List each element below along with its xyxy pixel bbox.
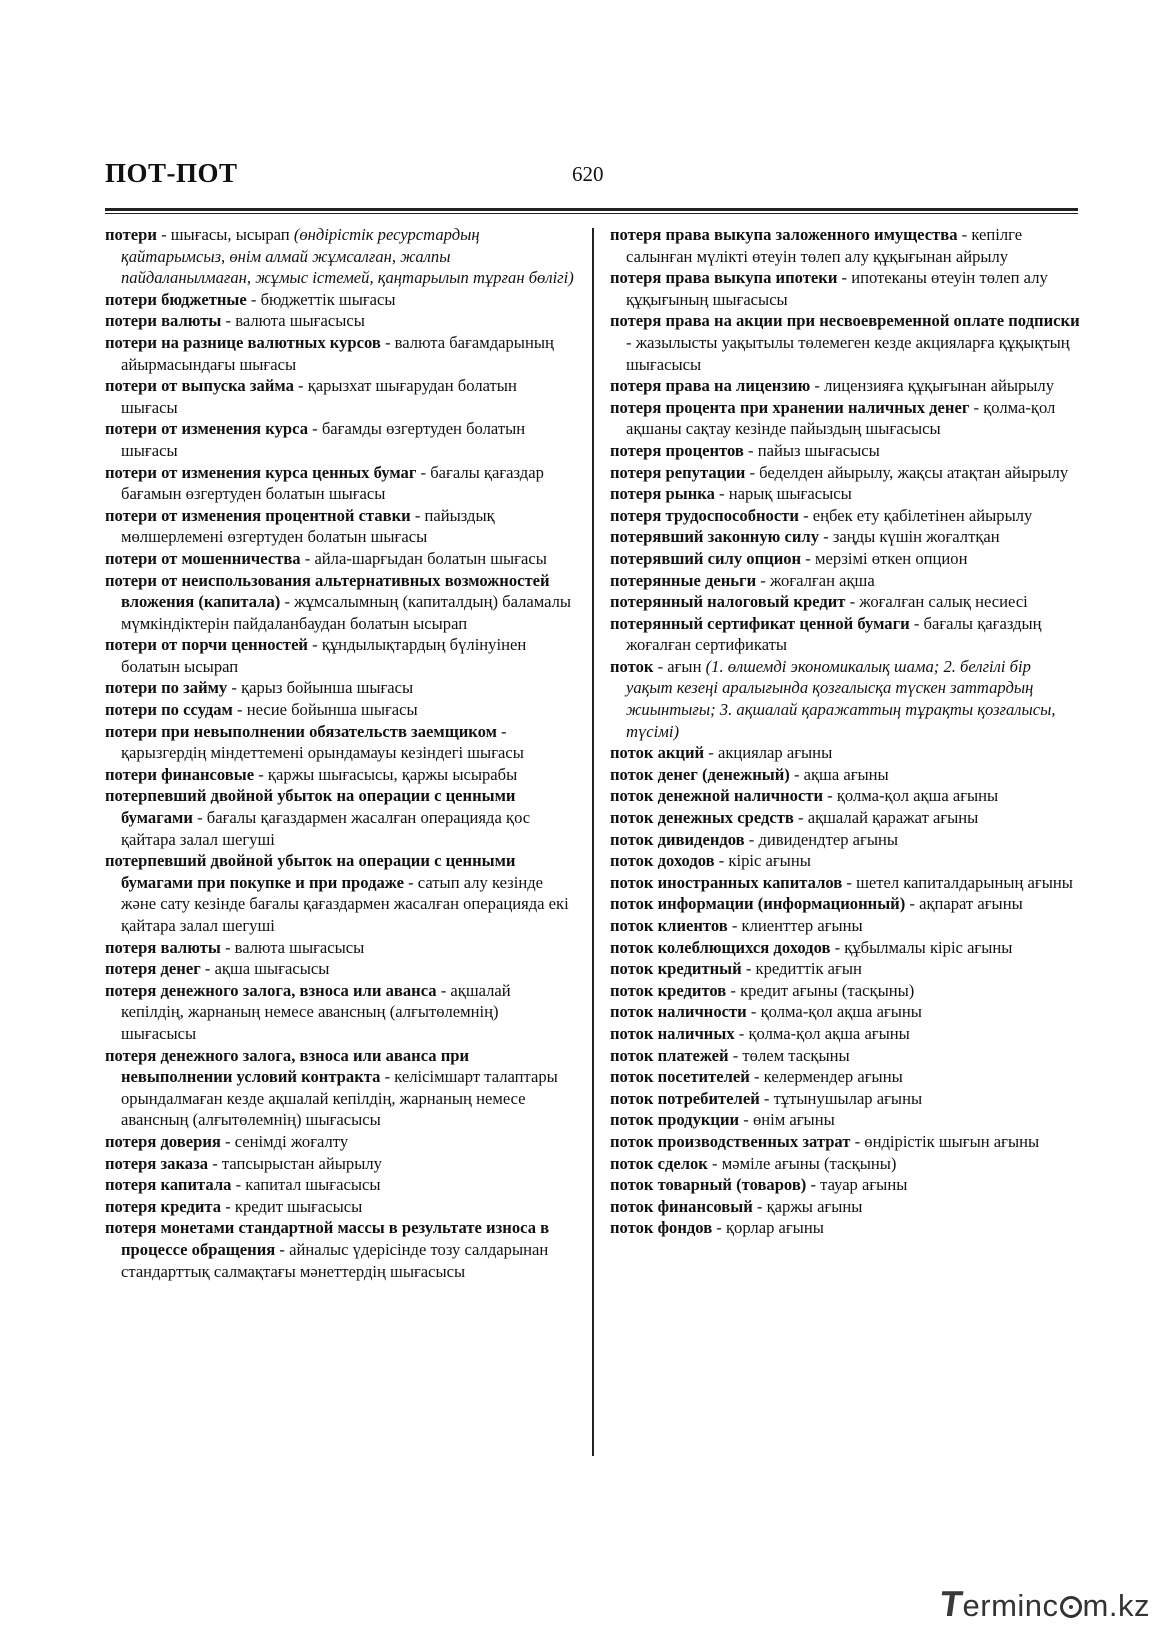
entry-separator: - — [842, 872, 857, 892]
header-rule-thin — [105, 213, 1078, 214]
dictionary-entry — [610, 764, 1080, 786]
entry-separator: - — [830, 937, 845, 957]
entry-separator: - — [308, 635, 322, 655]
entry-definition: кіріс ағыны — [728, 851, 811, 871]
entry-term: потеря денежного залога, взноса или аванса — [105, 980, 437, 1000]
entry-definition: шетел капиталдарының ағыны — [856, 872, 1073, 892]
entry-separator: - — [300, 548, 315, 568]
entry-term: потеря доверия — [105, 1131, 221, 1151]
entry-term: потерянные деньги — [610, 570, 757, 590]
entry-definition: төлем тасқыны — [742, 1045, 850, 1065]
entry-separator: - — [220, 937, 235, 957]
entry-separator: - — [436, 980, 451, 1000]
entry-term: потерянный налоговый кредит — [610, 592, 846, 612]
dictionary-entry — [105, 677, 575, 699]
dictionary-entry — [105, 375, 575, 418]
dictionary-entry — [610, 570, 1080, 592]
entry-term: потеря процента при хранении наличных денег — [610, 397, 970, 417]
dictionary-entry — [105, 310, 575, 332]
dictionary-entry — [610, 1001, 1080, 1023]
entry-separator: - — [823, 786, 837, 806]
entry-definition: кредиттік ағын — [755, 959, 862, 979]
entry-separator: - — [759, 1088, 774, 1108]
entry-separator: - — [653, 656, 668, 676]
entry-term: поток денежной наличности — [610, 786, 824, 806]
dictionary-entry — [610, 1131, 1080, 1153]
dictionary-entry — [610, 224, 1080, 267]
entry-definition: тапсырыстан айырылу — [221, 1153, 382, 1173]
entry-term: потеря валюты — [105, 937, 221, 957]
entry-term: потерянный сертификат ценной бумаги — [610, 613, 910, 633]
entry-term: потери от неиспользования альтернативных возможностей вложения (капитала) — [105, 570, 550, 612]
dictionary-entry — [610, 1217, 1080, 1239]
entry-term: поток продукции — [610, 1110, 740, 1130]
entry-term: поток товарный (товаров) — [610, 1175, 807, 1195]
entry-definition: валюта шығасысы — [234, 937, 365, 957]
entry-separator: - — [752, 1196, 767, 1216]
entry-definition: қолма-қол ақша ағыны — [760, 1002, 922, 1022]
entry-term: потерявший силу опцион — [610, 548, 802, 568]
dictionary-entry — [105, 1131, 575, 1153]
dictionary-entry — [610, 850, 1080, 872]
dictionary-entry — [105, 937, 575, 959]
entry-definition: жоғалған ақша — [769, 570, 875, 590]
entry-term: поток финансовый — [610, 1196, 753, 1216]
entry-term: поток денежных средств — [610, 808, 794, 828]
entry-definition: валюта шығасысы — [235, 311, 365, 331]
dictionary-entry — [105, 570, 575, 635]
watermark-logo: Terminc m.kz — [937, 1583, 1150, 1624]
entry-definition: бюджеттік шығасы — [260, 289, 396, 309]
entry-separator: - — [403, 872, 418, 892]
right-column — [610, 224, 1080, 1239]
dictionary-entry — [610, 397, 1080, 440]
entry-separator: - — [380, 1067, 395, 1087]
entry-definition: акциялар ағыны — [717, 743, 833, 763]
entry-separator: - — [745, 462, 760, 482]
entry-term: потери от мошенничества — [105, 548, 301, 568]
entry-separator: - — [714, 851, 729, 871]
dictionary-entry — [610, 505, 1080, 527]
entry-definition: айналыс үдерісінде тозу салдарынан стандарттық салмақтағы мәнеттердің шығасысы — [121, 1239, 549, 1281]
entry-term: поток сделок — [610, 1153, 708, 1173]
dictionary-entry — [610, 937, 1080, 959]
entry-definition: тұтынушылар ағыны — [773, 1088, 923, 1108]
entry-definition: лицензияға құқығынан айырылу — [824, 376, 1054, 396]
entry-term: поток наличных — [610, 1023, 735, 1043]
entry-definition: тауар ағыны — [820, 1175, 908, 1195]
entry-separator: - — [293, 376, 308, 396]
entry-term: потеря права на лицензию — [610, 376, 811, 396]
entry-definition: жазылысты уақытылы төлемеген кезде акцияларға құқықтың шығасысы — [626, 332, 1070, 374]
entry-term: потери от изменения процентной ставки — [105, 505, 411, 525]
dictionary-entry — [105, 1217, 575, 1282]
entry-definition: қаржы ағыны — [766, 1196, 863, 1216]
entry-term: потери от изменения курса — [105, 419, 309, 439]
entry-definition: несие бойынша шығасы — [246, 700, 418, 720]
dictionary-entry — [610, 591, 1080, 613]
entry-separator: - — [280, 592, 295, 612]
entry-separator: - — [308, 419, 322, 439]
entry-term: потери на разнице валютных курсов — [105, 332, 381, 352]
entry-separator: - — [380, 332, 395, 352]
entry-term: потери по ссудам — [105, 700, 233, 720]
entry-separator: - — [626, 332, 636, 352]
dictionary-entry — [105, 699, 575, 721]
entry-separator: - — [845, 592, 860, 612]
entry-definition: кредит шығасысы — [234, 1196, 363, 1216]
entry-separator: - — [208, 1153, 222, 1173]
entry-separator: - — [969, 397, 984, 417]
entry-term: поток дивидендов — [610, 829, 745, 849]
entry-term: потери финансовые — [105, 764, 255, 784]
entry-definition: қарызгердің міндеттемені орындамауы кезіндегі шығасы — [121, 743, 524, 763]
entry-separator: - — [712, 1218, 726, 1238]
entry-definition: ақпарат ағыны — [919, 894, 1023, 914]
dictionary-entry — [610, 548, 1080, 570]
entry-definition: клиенттер ағыны — [741, 916, 863, 935]
entry-definition: пайыздық мөлшерлемені өзгертуден болатын шығасы — [121, 505, 495, 547]
entry-separator: - — [734, 1023, 749, 1043]
dictionary-entry — [105, 850, 575, 936]
entry-note: (өндірістік ресурстардың қайтарымсыз, өнім алмай жұмсалған, жалпы пайдаланылмаған, жұмыс істемей, қаңтарылып тұрған бөлігі) — [121, 225, 574, 288]
entry-definition: пайыз шығасысы — [757, 440, 880, 460]
entry-term: потерявший законную силу — [610, 527, 819, 547]
entry-definition: бағалы қағаздармен жасалған операцияда қос қайтара залал шегуші — [121, 808, 531, 849]
dictionary-entry — [105, 548, 575, 570]
entry-definition: айла-шарғыдан болатын шығасы — [314, 548, 547, 568]
entry-term: потеря рынка — [610, 484, 715, 504]
entry-term: поток наличности — [610, 1002, 747, 1022]
entry-separator: - — [704, 743, 718, 763]
dictionary-entry — [105, 332, 575, 375]
entry-definition: бағалы қағаздар бағамын өзгертуден болатын шығасы — [121, 462, 544, 504]
entry-separator: - — [231, 1175, 246, 1195]
entry-term: потеря денег — [105, 959, 201, 979]
entry-definition: нарық шығасысы — [728, 484, 852, 504]
dictionary-entry — [610, 267, 1080, 310]
entry-definition: дивидендтер ағыны — [758, 829, 899, 849]
dictionary-entry — [610, 440, 1080, 462]
entry-separator: - — [728, 1045, 743, 1065]
dictionary-entry — [105, 224, 575, 289]
entry-term: поток — [610, 656, 654, 676]
dictionary-entry — [610, 1174, 1080, 1196]
entry-definition: мерзімі өткен опцион — [814, 548, 968, 568]
entry-separator: - — [798, 505, 813, 525]
entry-definition: қаржы шығасысы, қаржы ысырабы — [267, 764, 518, 784]
dictionary-entry — [105, 958, 575, 980]
entry-separator: - — [221, 311, 236, 331]
entry-term: поток клиентов — [610, 916, 728, 935]
dictionary-entry — [610, 1045, 1080, 1067]
entry-separator: - — [743, 440, 758, 460]
entry-definition: бағалы қағаздың жоғалған сертификаты — [626, 613, 1042, 655]
dictionary-entry — [610, 613, 1080, 656]
dictionary-entry — [105, 721, 575, 764]
dictionary-entry — [610, 807, 1080, 829]
entry-definition: ағын — [667, 656, 706, 676]
dictionary-entry — [610, 310, 1080, 375]
dictionary-entry — [105, 418, 575, 461]
entry-separator: - — [749, 1067, 764, 1087]
entry-separator: - — [410, 505, 425, 525]
entry-separator: - — [707, 1153, 722, 1173]
dictionary-entry — [610, 375, 1080, 397]
entry-definition: құндылықтардың бүлінуінен болатын ысырап — [121, 635, 527, 676]
entry-separator: - — [810, 376, 825, 396]
entry-separator: - — [741, 959, 756, 979]
entry-definition: беделден айырылу, жақсы атақтан айырылу — [759, 462, 1069, 482]
entry-definition: өндірістік шығын ағыны — [864, 1131, 1040, 1151]
left-column — [105, 224, 575, 1282]
entry-term: поток кредитов — [610, 980, 727, 1000]
dictionary-entry — [610, 1088, 1080, 1110]
entry-term: поток иностранных капиталов — [610, 872, 843, 892]
entry-term: потерпевший двойной убыток на операции с ценными бумагами при покупке и при продаже — [105, 851, 516, 892]
entry-term: потеря права выкупа заложенного имущества — [610, 225, 958, 244]
entry-separator: - — [254, 764, 268, 784]
dictionary-entry — [105, 634, 575, 677]
entry-definition: қолма-қол ақшаны сақтау кезінде пайыздың шығасысы — [626, 397, 1056, 439]
entry-definition: қорлар ағыны — [725, 1218, 824, 1238]
entry-definition: капитал шығасысы — [245, 1175, 381, 1195]
entry-definition: еңбек ету қабілетінен айырылу — [812, 505, 1033, 525]
entry-separator: - — [727, 916, 742, 935]
entry-term: поток доходов — [610, 851, 715, 871]
dictionary-entry — [105, 289, 575, 311]
entry-definition: мәміле ағыны (тасқыны) — [721, 1153, 897, 1173]
entry-separator: - — [416, 462, 431, 482]
entry-term: потери от порчи ценностей — [105, 635, 308, 655]
dictionary-entry — [610, 958, 1080, 980]
entry-term: потери от выпуска займа — [105, 376, 294, 396]
entry-term: поток фондов — [610, 1218, 713, 1238]
entry-separator: - — [837, 268, 852, 288]
entry-separator: - — [496, 721, 507, 741]
entry-separator: - — [746, 1002, 761, 1022]
entry-separator: - — [744, 829, 759, 849]
dictionary-entry — [610, 656, 1080, 742]
entry-separator: - — [793, 808, 808, 828]
entry-term: потеря репутации — [610, 462, 746, 482]
entry-definition: ипотеканы өтеуін төлеп алу құқығының шығасысы — [626, 268, 1048, 309]
entry-separator: - — [801, 548, 815, 568]
entry-definition: заңды күшін жоғалтқан — [832, 527, 1000, 547]
entry-definition: валюта бағамдарының айырмасындағы шығасы — [121, 332, 554, 374]
entry-separator: - — [275, 1239, 290, 1259]
dictionary-entry — [610, 483, 1080, 505]
entry-definition: келермендер ағыны — [763, 1067, 903, 1087]
entry-separator: - — [819, 527, 833, 547]
dictionary-entry — [610, 872, 1080, 894]
entry-term: потери валюты — [105, 311, 222, 331]
dictionary-entry — [105, 764, 575, 786]
entry-term: потеря права на акции при несвоевременной оплате подписки — [610, 311, 1080, 331]
entry-definition: құбылмалы кіріс ағыны — [844, 937, 1013, 957]
entry-term: потеря права выкупа ипотеки — [610, 268, 838, 288]
entry-definition: келісімшарт талаптары орындалмаған кезде ақшалай кепілдің, жарнаның немесе авансның (алғытөлемнің) шығасысы — [121, 1067, 558, 1130]
dictionary-entry — [610, 1153, 1080, 1175]
entry-term: потери бюджетные — [105, 289, 247, 309]
entry-definition: жұмсалымның (капиталдың) баламалы мүмкіндіктерін пайдаланбаудан болатын ысырап — [121, 592, 572, 633]
entry-definition: қарыз бойынша шығасы — [241, 678, 414, 698]
entry-separator: - — [192, 808, 207, 828]
dictionary-entry — [610, 526, 1080, 548]
entry-term: поток информации (информационный) — [610, 894, 906, 914]
entry-definition: ақша шығасысы — [214, 959, 330, 979]
entry-separator: - — [739, 1110, 753, 1130]
dictionary-entry — [105, 505, 575, 548]
dictionary-entry — [610, 462, 1080, 484]
entry-separator: - — [227, 678, 242, 698]
entry-term: потеря кредита — [105, 1196, 222, 1216]
entry-separator: - — [957, 225, 972, 244]
dictionary-entry — [610, 1066, 1080, 1088]
dictionary-entry — [105, 1153, 575, 1175]
entry-term: поток колеблющихся доходов — [610, 937, 831, 957]
entry-term: потеря монетами стандартной массы в результате износа в процессе обращения — [105, 1218, 550, 1259]
entry-term: поток денег (денежный) — [610, 764, 790, 784]
entry-separator: - — [909, 613, 924, 633]
entry-definition: қолма-қол ақша ағыны — [748, 1023, 910, 1043]
entry-definition: шығасы, ысырап — [170, 225, 294, 244]
entry-separator: - — [220, 1131, 235, 1151]
dictionary-entry — [105, 980, 575, 1045]
page-title: ПОТ-ПОТ — [105, 158, 238, 188]
entry-term: потери — [105, 225, 157, 244]
header-rule — [105, 208, 1078, 211]
entry-separator: - — [726, 980, 741, 1000]
entry-separator: - — [221, 1196, 235, 1216]
entry-separator: - — [789, 764, 804, 784]
dictionary-entry — [610, 1196, 1080, 1218]
entry-separator: - — [806, 1175, 821, 1195]
entry-definition: кепілге салынған мүлікті өтеуін төлеп алу құқығынан айрылу — [626, 225, 1023, 266]
entry-term: поток производственных затрат — [610, 1131, 851, 1151]
dictionary-entry — [105, 462, 575, 505]
entry-term: потери при невыполнении обязательств заемщиком — [105, 721, 497, 741]
entry-term: потеря денежного залога, взноса или аванса при невыполнении условий контракта — [105, 1045, 470, 1087]
entry-separator: - — [714, 484, 729, 504]
entry-definition: сатып алу кезінде және сату кезінде бағалы қағаздармен жасалған операцияда екі қайтара залал шегуші — [121, 872, 569, 935]
entry-definition: ақшалай кепілдің, жарнаның немесе авансның (алғытөлемнің) шығасысы — [121, 980, 511, 1043]
entry-definition: бағамды өзгертуден болатын шығасы — [121, 419, 526, 460]
dictionary-entry — [105, 785, 575, 850]
dictionary-entry — [105, 1174, 575, 1196]
entry-note: (1. өлшемді экономикалық шама; 2. белгілі бір уақыт кезеңі аралығында қозғалысқа түскен заттардың жиынтығы; 3. ақшалай қаражаттың тұрақты қозғалысы, түсімі) — [626, 656, 1056, 741]
column-divider — [592, 228, 594, 1456]
entry-separator: - — [246, 289, 261, 309]
entry-separator: - — [850, 1131, 865, 1151]
entry-term: потеря заказа — [105, 1153, 209, 1173]
entry-term: потери по займу — [105, 678, 228, 698]
entry-definition: сенімді жоғалту — [234, 1131, 349, 1151]
entry-term: поток потребителей — [610, 1088, 760, 1108]
entry-term: потери от изменения курса ценных бумаг — [105, 462, 417, 482]
entry-term: потеря капитала — [105, 1175, 232, 1195]
dictionary-entry — [610, 829, 1080, 851]
entry-term: потерпевший двойной убыток на операции с ценными бумагами — [105, 786, 516, 828]
dictionary-entry — [105, 1045, 575, 1131]
entry-separator: - — [905, 894, 920, 914]
entry-separator: - — [200, 959, 215, 979]
entry-term: поток посетителей — [610, 1067, 750, 1087]
entry-definition: ақшалай қаражат ағыны — [807, 808, 979, 828]
dictionary-entry — [610, 915, 1080, 937]
entry-definition: өнім ағыны — [752, 1110, 835, 1130]
entry-definition: кредит ағыны (тасқыны) — [740, 980, 915, 1000]
dictionary-entry — [610, 980, 1080, 1002]
dictionary-entry — [610, 893, 1080, 915]
entry-term: поток кредитный — [610, 959, 742, 979]
entry-term: поток акций — [610, 743, 705, 763]
page-number: 620 — [572, 162, 604, 186]
entry-definition: қарызхат шығарудан болатын шығасы — [121, 376, 517, 417]
entry-term: потеря трудоспособности — [610, 505, 799, 525]
dictionary-entry — [610, 785, 1080, 807]
entry-term: потеря процентов — [610, 440, 744, 460]
entry-separator: - — [232, 700, 247, 720]
entry-separator: - — [156, 225, 171, 244]
entry-definition: ақша ағыны — [803, 764, 889, 784]
dictionary-entry — [610, 1023, 1080, 1045]
entry-separator: - — [756, 570, 770, 590]
globe-icon — [1060, 1596, 1082, 1618]
entry-definition: қолма-қол ақша ағыны — [836, 786, 999, 806]
dictionary-entry — [105, 1196, 575, 1218]
dictionary-entry — [610, 1109, 1080, 1131]
dictionary-entry — [610, 742, 1080, 764]
entry-term: поток платежей — [610, 1045, 729, 1065]
entry-definition: жоғалған салық несиесі — [859, 592, 1028, 612]
